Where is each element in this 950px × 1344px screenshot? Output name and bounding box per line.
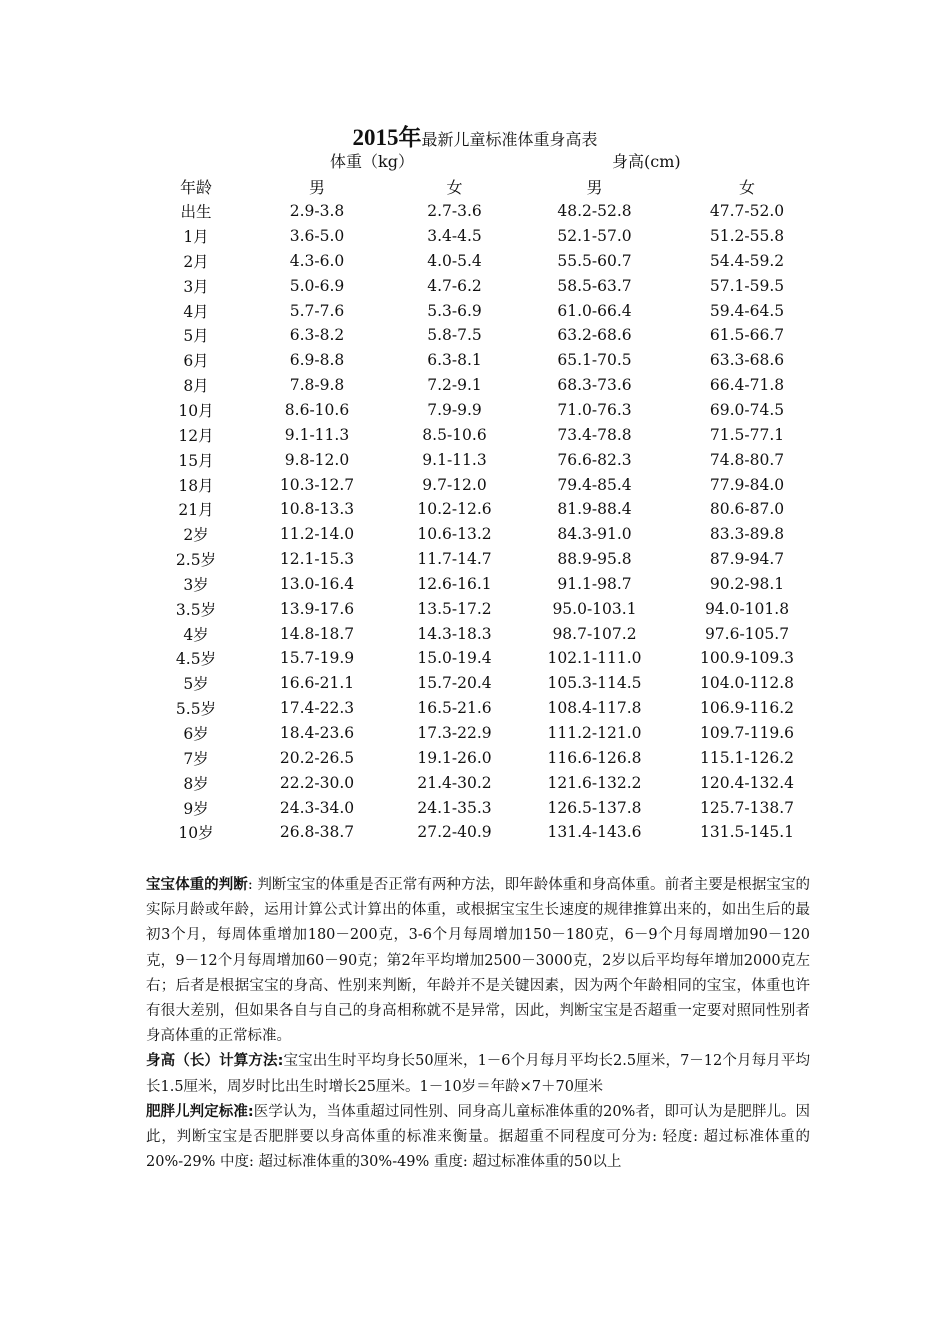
cell-weight-female: 21.4-30.2 — [417, 773, 492, 792]
cell-weight-male: 26.8-38.7 — [279, 823, 355, 842]
weight-group-header: 体重（kg） — [330, 152, 414, 171]
table-row — [150, 348, 822, 373]
cell-weight-female: 6.3-8.1 — [427, 351, 482, 370]
column-header-age: 年龄 — [179, 177, 212, 197]
cell-height-female: 131.5-145.1 — [700, 823, 794, 842]
cell-weight-male: 12.1-15.3 — [279, 550, 355, 569]
table-row — [150, 696, 822, 721]
cell-weight-female: 9.7-12.0 — [422, 475, 487, 494]
note-label: 身高（长）计算方法: — [146, 1053, 284, 1070]
cell-weight-female: 9.1-11.3 — [422, 450, 487, 469]
cell-height-female: 47.7-52.0 — [709, 202, 785, 221]
cell-weight-male: 15.7-19.9 — [279, 649, 355, 668]
cell-weight-male: 22.2-30.0 — [279, 773, 355, 792]
cell-age: 5岁 — [183, 675, 209, 694]
table-row — [150, 745, 822, 770]
cell-age: 出生 — [180, 203, 212, 222]
cell-age: 3月 — [183, 277, 209, 296]
cell-height-female: 59.4-64.5 — [709, 301, 785, 320]
cell-height-male: 55.5-60.7 — [557, 251, 632, 270]
table-row — [150, 224, 822, 249]
cell-height-male: 68.3-73.6 — [557, 376, 632, 395]
note-text: 医学认为，当体重超过同性别、同身高儿童标准体重的20%者，即可认为是肥胖儿。因此，判断宝宝是否肥胖要以身高体重的标准来衡量。据超重不同程度可分为: 轻度: 超过标准体重的20%-29% 中度: 超过标准体重的30%-49% 重度: 超过标准体重的50以上 — [146, 1103, 810, 1171]
cell-weight-female: 15.7-20.4 — [417, 674, 492, 693]
cell-age: 4月 — [183, 302, 209, 321]
table-row — [150, 596, 822, 621]
cell-age: 10岁 — [178, 824, 214, 843]
column-header-height-male: 男 — [586, 177, 603, 197]
cell-weight-female: 14.3-18.3 — [417, 624, 492, 643]
cell-height-female: 109.7-119.6 — [700, 723, 794, 742]
cell-age: 4.5岁 — [175, 650, 217, 669]
cell-height-male: 108.4-117.8 — [547, 699, 642, 718]
cell-weight-female: 7.9-9.9 — [427, 401, 482, 420]
table-header-row — [150, 174, 822, 199]
cell-height-male: 105.3-114.5 — [547, 674, 642, 693]
column-header-height-female: 女 — [738, 177, 755, 197]
cell-weight-female: 16.5-21.6 — [417, 699, 492, 718]
cell-height-male: 63.2-68.6 — [557, 326, 632, 345]
cell-weight-male: 18.4-23.6 — [279, 723, 355, 742]
table-row — [150, 373, 822, 398]
table-row — [150, 770, 822, 795]
cell-age: 8岁 — [183, 774, 209, 793]
cell-height-male: 61.0-66.4 — [557, 301, 632, 320]
cell-weight-female: 24.1-35.3 — [417, 798, 492, 817]
cell-weight-female: 13.5-17.2 — [417, 599, 492, 618]
table-row — [150, 323, 822, 348]
cell-height-male: 65.1-70.5 — [557, 351, 632, 370]
cell-weight-female: 7.2-9.1 — [427, 376, 482, 395]
table-row — [150, 572, 822, 597]
cell-age: 2.5岁 — [175, 551, 217, 570]
cell-height-female: 77.9-84.0 — [709, 475, 785, 494]
table-row — [150, 547, 822, 572]
cell-age: 4岁 — [183, 625, 209, 644]
cell-age: 15月 — [178, 451, 214, 470]
cell-height-female: 97.6-105.7 — [704, 624, 790, 643]
table-row — [150, 472, 822, 497]
title-text: 最新儿童标准体重身高表 — [421, 130, 598, 149]
cell-weight-female: 3.4-4.5 — [427, 227, 482, 246]
table-body — [150, 199, 822, 845]
height-group-header: 身高(cm) — [612, 152, 681, 171]
cell-height-female: 115.1-126.2 — [700, 748, 794, 767]
cell-height-female: 66.4-71.8 — [709, 376, 785, 395]
cell-weight-female: 10.2-12.6 — [417, 500, 492, 519]
cell-age: 21月 — [178, 501, 214, 520]
table-row — [150, 621, 822, 646]
cell-height-female: 94.0-101.8 — [704, 599, 790, 618]
cell-height-male: 73.4-78.8 — [557, 425, 632, 444]
cell-age: 3岁 — [183, 575, 209, 594]
cell-weight-male: 9.1-11.3 — [284, 425, 350, 444]
cell-weight-male: 5.0-6.9 — [289, 276, 345, 295]
cell-age: 6岁 — [183, 724, 209, 743]
table-row — [150, 497, 822, 522]
cell-age: 5月 — [183, 327, 209, 346]
cell-weight-female: 10.6-13.2 — [417, 525, 492, 544]
cell-weight-female: 4.7-6.2 — [427, 276, 482, 295]
cell-height-female: 90.2-98.1 — [709, 574, 785, 593]
standard-table — [150, 174, 822, 845]
cell-weight-male: 13.0-16.4 — [279, 574, 355, 593]
cell-weight-female: 19.1-26.0 — [417, 748, 492, 767]
cell-height-male: 91.1-98.7 — [557, 574, 632, 593]
cell-age: 8月 — [183, 377, 209, 396]
title-year: 2015年 — [352, 125, 422, 150]
cell-height-female: 80.6-87.0 — [709, 500, 785, 519]
cell-weight-female: 17.3-22.9 — [417, 723, 492, 742]
cell-height-female: 106.9-116.2 — [700, 699, 794, 718]
cell-weight-male: 16.6-21.1 — [279, 674, 355, 693]
cell-height-female: 100.9-109.3 — [700, 649, 794, 668]
cell-height-female: 83.3-89.8 — [709, 525, 785, 544]
cell-weight-male: 11.2-14.0 — [279, 525, 355, 544]
table-row — [150, 646, 822, 671]
cell-age: 6月 — [183, 352, 209, 371]
cell-age: 3.5岁 — [175, 600, 217, 619]
cell-height-male: 84.3-91.0 — [557, 525, 632, 544]
cell-weight-male: 24.3-34.0 — [279, 798, 355, 817]
note-weight-judgement — [146, 873, 810, 1049]
cell-weight-male: 5.7-7.6 — [289, 301, 345, 320]
cell-age: 18月 — [178, 476, 214, 495]
cell-age: 2月 — [183, 252, 209, 271]
note-height-calculation — [146, 1049, 810, 1099]
cell-height-male: 111.2-121.0 — [547, 723, 642, 742]
cell-height-female: 87.9-94.7 — [709, 550, 785, 569]
cell-height-female: 54.4-59.2 — [709, 251, 785, 270]
cell-weight-male: 8.6-10.6 — [284, 401, 350, 420]
cell-age: 2岁 — [183, 526, 209, 545]
document-title — [0, 124, 950, 154]
cell-height-male: 102.1-111.0 — [547, 649, 642, 668]
cell-weight-male: 7.8-9.8 — [289, 376, 345, 395]
table-row — [150, 199, 822, 224]
cell-weight-female: 5.8-7.5 — [427, 326, 482, 345]
table-row — [150, 273, 822, 298]
table-row — [150, 522, 822, 547]
cell-age: 7岁 — [183, 749, 209, 768]
cell-height-female: 104.0-112.8 — [700, 674, 794, 693]
cell-height-male: 76.6-82.3 — [557, 450, 632, 469]
table-row — [150, 820, 822, 845]
cell-weight-male: 17.4-22.3 — [279, 699, 355, 718]
cell-weight-male: 13.9-17.6 — [279, 599, 355, 618]
cell-age: 1月 — [183, 228, 209, 247]
table-row — [150, 447, 822, 472]
cell-weight-male: 10.3-12.7 — [279, 475, 355, 494]
cell-height-male: 58.5-63.7 — [557, 276, 632, 295]
cell-height-male: 71.0-76.3 — [557, 401, 632, 420]
cell-weight-male: 2.9-3.8 — [289, 202, 345, 221]
cell-weight-male: 14.8-18.7 — [279, 624, 355, 643]
cell-weight-male: 3.6-5.0 — [289, 227, 345, 246]
notes-section — [146, 873, 810, 1175]
cell-height-male: 88.9-95.8 — [557, 550, 632, 569]
cell-age: 9岁 — [183, 799, 209, 818]
cell-height-male: 81.9-88.4 — [557, 500, 632, 519]
table-row — [150, 398, 822, 423]
table-row — [150, 671, 822, 696]
table-row — [150, 249, 822, 274]
note-obesity-standard — [146, 1100, 810, 1176]
note-text: 宝宝出生时平均身长50厘米，1－6个月每月平均长2.5厘米，7－12个月每月平均长1.5厘米，周岁时比出生时增长25厘米。1－10岁＝年龄×7＋70厘米 — [146, 1053, 810, 1095]
table-row — [150, 795, 822, 820]
cell-weight-female: 11.7-14.7 — [417, 550, 492, 569]
cell-height-female: 69.0-74.5 — [709, 401, 785, 420]
cell-height-female: 61.5-66.7 — [709, 326, 785, 345]
cell-weight-male: 4.3-6.0 — [289, 251, 345, 270]
note-label: 宝宝体重的判断 — [146, 877, 248, 893]
cell-height-male: 48.2-52.8 — [557, 202, 632, 221]
column-header-weight-female: 女 — [446, 177, 463, 197]
cell-age: 10月 — [178, 402, 214, 421]
cell-height-female: 120.4-132.4 — [700, 773, 794, 792]
cell-height-female: 63.3-68.6 — [709, 351, 785, 370]
note-text: : 判断宝宝的体重是否正常有两种方法，即年龄体重和身高体重。前者主要是根据宝宝的实际月龄或年龄，运用计算公式计算出的体重，或根据宝宝生长速度的规律推算出来的，如出生后的最初3个月，每周体重增加180－200克，3-6个月每周增加150－180克，6－9个月每周增加90－120克，9－12个月每周增加60－90克；第2年平均增加2500－3000克，2岁以后平均每年增加2000克左右；后者是根据宝宝的身高、性别来判断，年龄并不是关键因素，因为两个年龄相同的宝宝，体重也许有很大差别，但如果各自与自己的身高相称就不是异常，因此，判断宝宝是否超重一定要对照同性别者身高体重的正常标准。 — [146, 877, 810, 1045]
cell-height-female: 125.7-138.7 — [700, 798, 794, 817]
cell-weight-female: 4.0-5.4 — [427, 251, 482, 270]
cell-weight-female: 12.6-16.1 — [417, 574, 492, 593]
table-row — [150, 298, 822, 323]
cell-weight-male: 9.8-12.0 — [284, 450, 350, 469]
cell-height-female: 71.5-77.1 — [709, 425, 785, 444]
cell-age: 12月 — [178, 426, 214, 445]
cell-height-female: 74.8-80.7 — [709, 450, 785, 469]
note-label: 肥胖儿判定标准: — [146, 1103, 254, 1120]
cell-weight-female: 2.7-3.6 — [427, 202, 482, 221]
cell-height-male: 126.5-137.8 — [547, 798, 642, 817]
cell-height-female: 57.1-59.5 — [709, 276, 785, 295]
cell-weight-male: 20.2-26.5 — [279, 748, 355, 767]
cell-height-male: 121.6-132.2 — [547, 773, 642, 792]
cell-height-male: 116.6-126.8 — [547, 748, 642, 767]
cell-weight-female: 8.5-10.6 — [422, 425, 487, 444]
cell-weight-female: 15.0-19.4 — [417, 649, 492, 668]
cell-height-female: 51.2-55.8 — [709, 227, 785, 246]
cell-weight-female: 5.3-6.9 — [427, 301, 482, 320]
cell-height-male: 131.4-143.6 — [547, 823, 642, 842]
cell-weight-male: 6.3-8.2 — [289, 326, 345, 345]
cell-weight-male: 6.9-8.8 — [289, 351, 345, 370]
cell-age: 5.5岁 — [175, 700, 217, 719]
cell-height-male: 95.0-103.1 — [552, 599, 637, 618]
cell-height-male: 79.4-85.4 — [557, 475, 632, 494]
column-header-weight-male: 男 — [308, 177, 325, 197]
cell-height-male: 98.7-107.2 — [552, 624, 637, 643]
table-row — [150, 422, 822, 447]
cell-height-male: 52.1-57.0 — [557, 227, 632, 246]
cell-weight-male: 10.8-13.3 — [279, 500, 355, 519]
cell-weight-female: 27.2-40.9 — [417, 823, 492, 842]
table-row — [150, 721, 822, 746]
